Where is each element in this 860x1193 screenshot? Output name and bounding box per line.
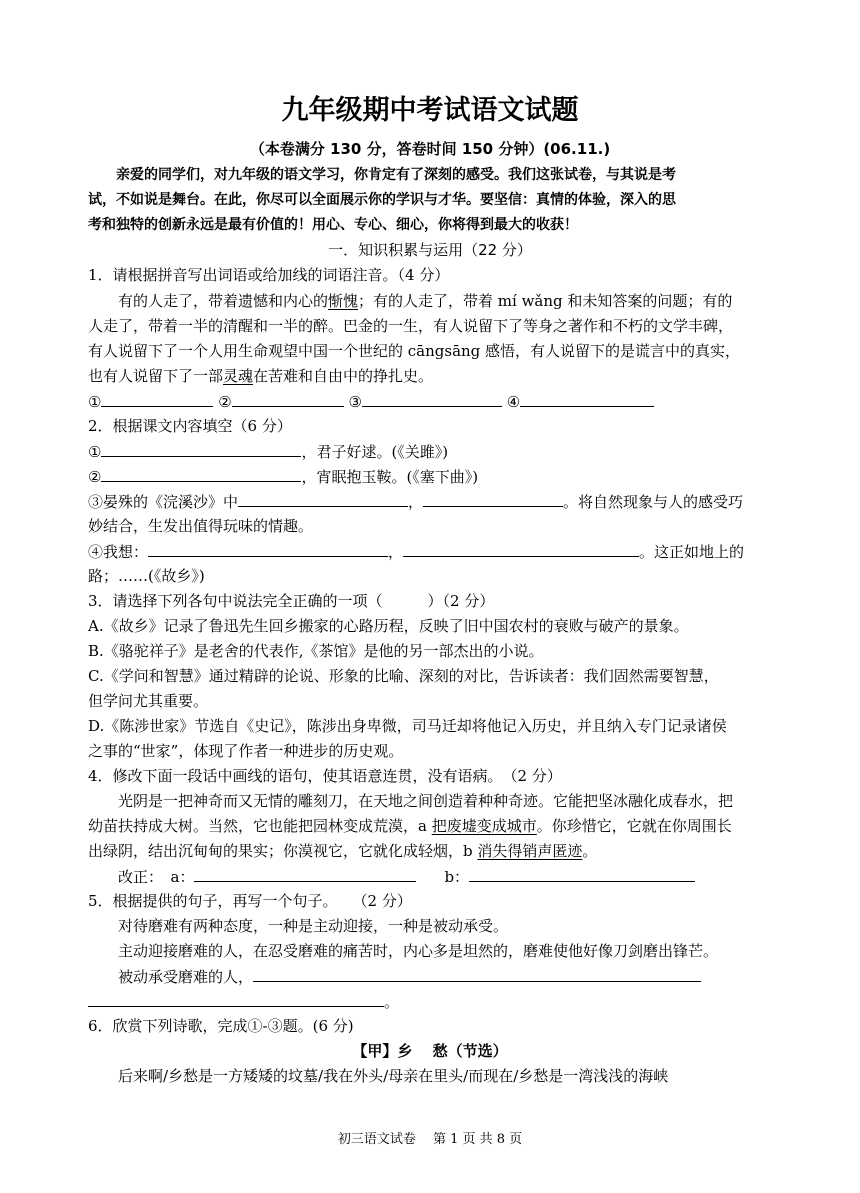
q4-para-line-2: [88, 816, 732, 836]
fix-label-a: 改正： a：: [118, 868, 195, 886]
q2-text: ，: [408, 493, 424, 511]
q2-text: ，君子好逑。(《关雎》): [301, 443, 449, 461]
q5-text: 。: [384, 993, 400, 1011]
q5-line-3: [118, 966, 701, 987]
q5-text: 被动承受磨难的人，: [118, 968, 254, 986]
answer-blank[interactable]: [362, 391, 502, 407]
exam-info: （本卷满分 130 分，答卷时间 150 分钟）(06.11.): [249, 140, 611, 158]
q2-text: ④我想：: [88, 543, 149, 561]
intro-line-1: 亲爱的同学们，对九年级的语文学习，你肯定有了深刻的感受。我们这张试卷，与其说是考: [116, 167, 676, 183]
fix-label-b: b：: [444, 868, 470, 886]
q1-text: ；有的人走了，带着 mí wǎng 和未知答案的问题；有的: [358, 292, 733, 310]
blank-label: ③: [348, 393, 362, 411]
poem-title: 【甲】乡 愁（节选）: [352, 1042, 508, 1060]
q4-underlined-a: 把废墟变成城市: [431, 817, 537, 835]
q4-underlined-b: 消失得销声匿迹: [477, 842, 583, 860]
q4-text: 。你珍惜它，它就在你周围长: [536, 817, 732, 835]
answer-blank[interactable]: [232, 391, 344, 407]
q2-text: 。这正如地上的: [639, 543, 745, 561]
poem-line: 后来啊/乡愁是一方矮矮的坟墓/我在外头/母亲在里头/而现在/乡愁是一湾浅浅的海峡: [118, 1067, 669, 1085]
answer-blank[interactable]: [238, 491, 408, 507]
q1-answer-row: [88, 391, 654, 412]
q4-prompt: 4．修改下面一段话中画线的语句，使其语意连贯，没有语病。 （2 分）: [88, 767, 562, 785]
q3-option-c: C.《学问和智慧》通过精辟的论说、形象的比喻、深刻的对比，告诉读者：我们固然需要智慧，: [88, 667, 719, 685]
q2-text: 。将自然现象与人的感受巧: [563, 493, 744, 511]
answer-blank[interactable]: [88, 991, 384, 1007]
answer-blank[interactable]: [253, 966, 701, 982]
answer-blank[interactable]: [194, 866, 416, 882]
q4-text: 幼苗扶持成大树。当然，它也能把园林变成荒漠，a: [88, 817, 432, 835]
q2-text: ③晏殊的《浣溪沙》中: [88, 493, 239, 511]
q1-para-line-1: [118, 291, 732, 311]
intro-line-3: 考和独特的创新永远是最有价值的！用心、专心、细心，你将得到最大的收获！: [88, 217, 578, 233]
page-footer: 初三语文试卷 第 1 页 共 8 页: [337, 1132, 523, 1147]
q4-para-line-3: [88, 841, 597, 861]
page-title: 九年级期中考试语文试题: [281, 95, 579, 126]
blank-label: ②: [218, 393, 232, 411]
item-marker: ①: [88, 443, 102, 461]
q1-para-line-2: 人走了，带着一半的清醒和一半的醉。巴金的一生，有人说留下了等身之著作和不朽的文学丰碑，: [88, 317, 734, 335]
q1-underlined-word: 灵魂: [223, 367, 254, 385]
q3-option-b: B.《骆驼祥子》是老舍的代表作,《茶馆》是他的另一部杰出的小说。: [88, 642, 544, 660]
q4-para-line-1: 光阴是一把神奇而又无情的雕刻刀，在天地之间创造着种种奇迹。它能把坚冰融化成春水，把: [118, 792, 734, 810]
answer-blank[interactable]: [403, 541, 639, 557]
q1-underlined-word: 惭愧: [328, 292, 359, 310]
q2-prompt: 2．根据课文内容填空（6 分）: [88, 417, 292, 435]
blank-label: ①: [88, 393, 102, 411]
q3-option-a: A.《故乡》记录了鲁迅先生回乡搬家的心路历程，反映了旧中国农村的衰败与破产的景象。: [88, 617, 689, 635]
q6-prompt: 6．欣赏下列诗歌，完成①-③题。(6 分): [88, 1017, 354, 1035]
q1-text: 在苦难和自由中的挣扎史。: [253, 367, 434, 385]
answer-blank[interactable]: [423, 491, 563, 507]
q1-text: 也有人说留下了一部: [88, 367, 224, 385]
q4-fix-row: [118, 866, 695, 887]
q5-line-1: 对待磨难有两种态度，一种是主动迎接，一种是被动承受。: [118, 917, 509, 935]
q2-text: ，宵眠抱玉鞍。(《塞下曲》): [301, 468, 479, 486]
q5-line-2: 主动迎接磨难的人，在忍受磨难的痛苦时，内心多是坦然的，磨难使他好像刀剑磨出锋芒。: [118, 942, 719, 960]
answer-blank[interactable]: [101, 391, 213, 407]
q2-line-1: [88, 441, 448, 462]
q4-text: 出绿阴，结出沉甸甸的果实；你漠视它，它就化成轻烟，b: [88, 842, 478, 860]
q2-text: ，: [388, 543, 404, 561]
q1-text: 有的人走了，带着遗憾和内心的: [118, 292, 329, 310]
q3-option-c-cont: 但学问尤其重要。: [88, 692, 209, 710]
answer-blank[interactable]: [101, 441, 301, 457]
q5-prompt: 5．根据提供的句子，再写一个句子。 （2 分）: [88, 892, 412, 910]
q1-prompt: 1．请根据拼音写出词语或给加线的词语注音。（4 分）: [88, 266, 450, 284]
q2-line-3-cont: 妙结合，生发出值得玩味的情趣。: [88, 517, 314, 535]
answer-blank[interactable]: [101, 466, 301, 482]
blank-label: ④: [506, 393, 521, 411]
q1-para-line-3: 有人说留下了一个人用生命观望中国一个世纪的 cāngsāng 感悟，有人说留下的是谎言中的真实，: [88, 342, 741, 360]
q3-option-d-cont: 之事的“世家”，体现了作者一种进步的历史观。: [88, 742, 404, 760]
q2-line-4-cont: 路；……(《故乡》): [88, 567, 205, 585]
answer-blank[interactable]: [148, 541, 388, 557]
item-marker: ②: [88, 468, 102, 486]
q2-line-2: [88, 466, 478, 487]
section-heading: 一．知识积累与运用（22 分）: [328, 241, 532, 259]
q4-text: 。: [582, 842, 598, 860]
q5-line-4: [88, 991, 399, 1012]
q1-para-line-4: [88, 366, 433, 386]
q2-line-4: [88, 541, 744, 562]
q3-option-d: D.《陈涉世家》节选自《史记》，陈涉出身卑微，司马迁却将他记入历史，并且纳入专门记录诸侯: [88, 717, 727, 735]
q2-line-3: [88, 491, 743, 512]
intro-line-2: 试，不如说是舞台。在此，你尽可以全面展示你的学识与才华。要坚信：真情的体验，深入的思: [88, 192, 676, 208]
answer-blank[interactable]: [469, 866, 695, 882]
answer-blank[interactable]: [520, 391, 654, 407]
q3-prompt: 3．请选择下列各句中说法完全正确的一项（ ）（2 分）: [88, 592, 495, 610]
